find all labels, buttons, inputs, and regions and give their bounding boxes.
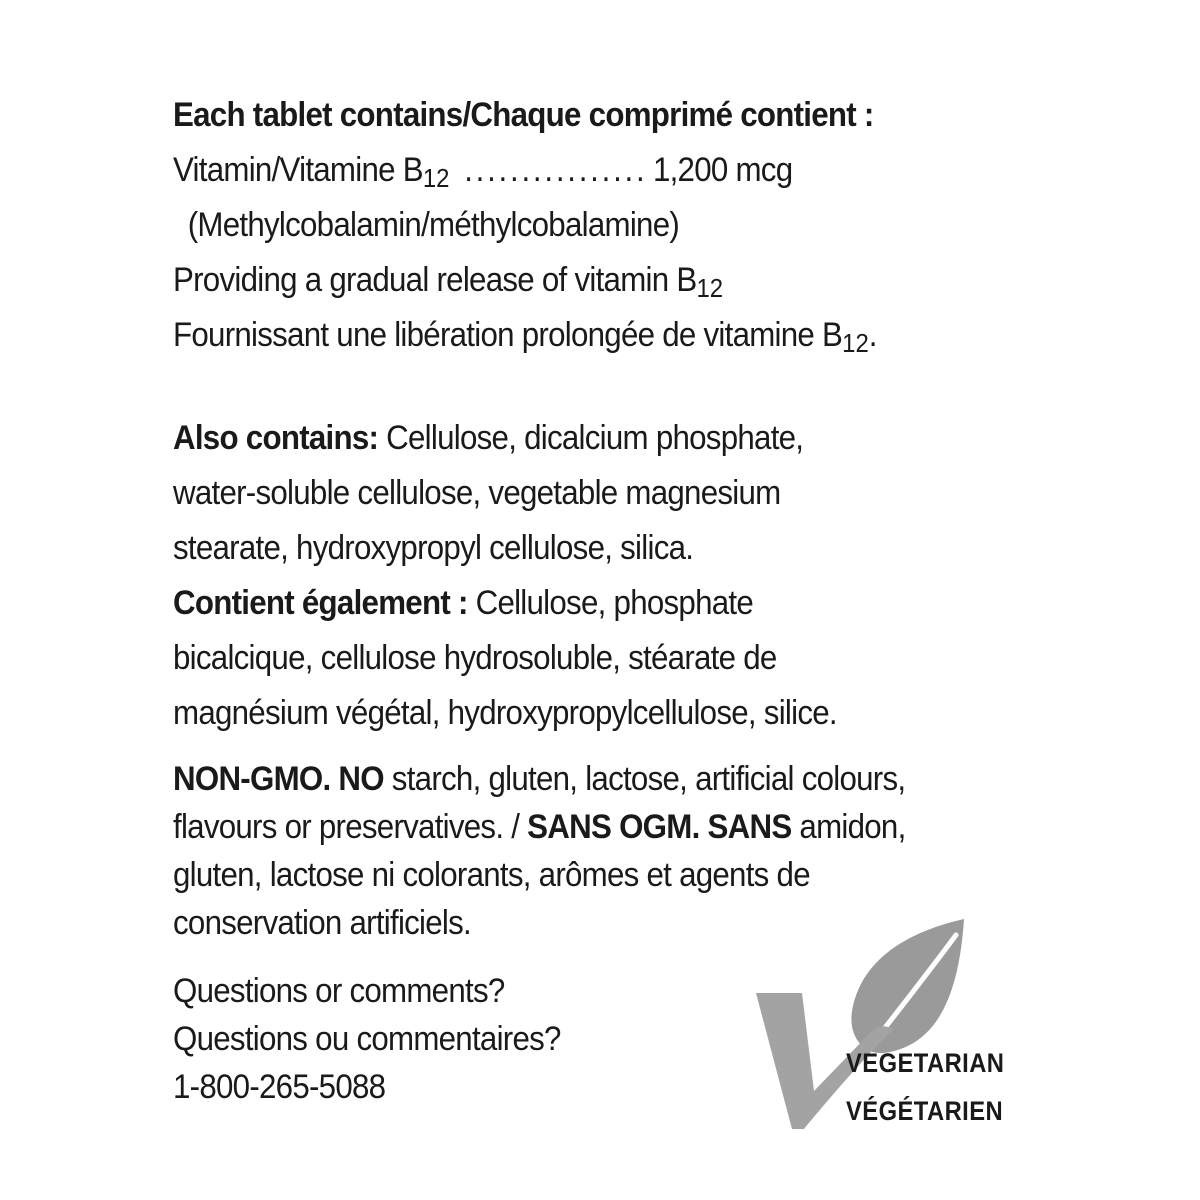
also-contains-line-2: water-soluble cellulose, vegetable magnesium [173, 474, 781, 512]
contient-line-1 [173, 576, 983, 631]
contient-line-2: bicalcique, cellulose hydrosoluble, stéarate de [173, 639, 777, 677]
sans-ogm-label: SANS OGM. SANS [527, 808, 792, 846]
also-contains-line-3: stearate, hydroxypropyl cellulose, silica. [173, 529, 694, 567]
ingredient-line [173, 143, 983, 198]
release-en [173, 253, 983, 308]
release-fr-period: . [868, 316, 877, 354]
release-fr-subscript: 12 [842, 328, 869, 358]
contient-line-3: magnésium végétal, hydroxypropylcellulose, silice. [173, 694, 837, 732]
vegetarian-badge-en: VEGETARIAN [846, 1048, 1005, 1078]
free-from-line-1 [173, 755, 983, 803]
free-from-line-2 [173, 803, 983, 851]
vegetarian-badge-fr: VÉGÉTARIEN [846, 1096, 1004, 1126]
also-contains-label: Also contains: [173, 419, 379, 457]
contient-label: Contient également : [173, 584, 468, 622]
contient-text-1: Cellulose, phosphate [467, 584, 754, 622]
contact-phone: 1-800-265-5088 [173, 1068, 386, 1106]
release-en-text: Providing a gradual release of vitamin B [173, 261, 697, 299]
free-from-text-1: starch, gluten, lactose, artificial colours, [383, 760, 906, 798]
also-contains-line-1 [173, 411, 983, 466]
free-from-line-4: conservation artificiels. [173, 904, 472, 942]
contact-question-en: Questions or comments? [173, 972, 505, 1010]
ingredient-name: Vitamin/Vitamine B [173, 151, 423, 189]
ingredient-amount: 1,200 mcg [652, 151, 793, 189]
section-spacer [173, 741, 983, 755]
leaf-icon [851, 919, 964, 1053]
ingredient-name-subscript: 12 [422, 163, 450, 193]
free-from-text-3: amidon, [791, 808, 906, 846]
release-en-subscript: 12 [696, 273, 724, 303]
ingredient-form: (Methylcobalamin/méthylcobalamine) [187, 206, 680, 244]
also-contains-text-1: Cellulose, dicalcium phosphate, [378, 419, 804, 457]
contact-question-fr: Questions ou commentaires? [173, 1020, 561, 1058]
release-fr-text: Fournissant une libération prolongée de vitamine B [173, 316, 843, 354]
non-gmo-label: NON-GMO. NO [173, 760, 384, 798]
release-fr [173, 308, 983, 363]
section-spacer [173, 363, 983, 411]
free-from-text-2: flavours or preservatives. / [173, 808, 528, 846]
ingredient-leader-dots: ................ [464, 151, 648, 189]
label-heading: Each tablet contains/Chaque comprimé contient : [173, 96, 874, 134]
free-from-line-3: gluten, lactose ni colorants, arômes et agents de [173, 856, 810, 894]
